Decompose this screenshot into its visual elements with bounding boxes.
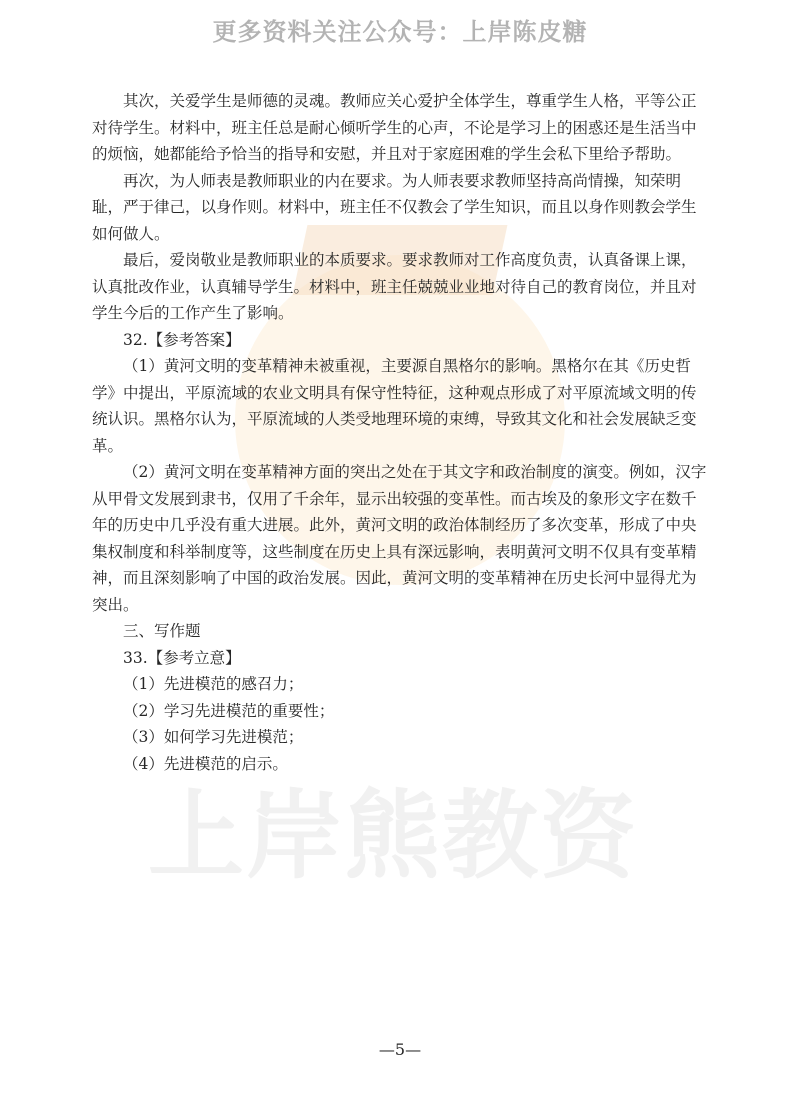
paragraph-role-model: 再次，为人师表是教师职业的内在要求。为人师表要求教师坚持高尚情操，知荣明耻，严于律己，以身作则。材料中，班主任不仅教会了学生知识，而且以身作则教会学生如何做人。 <box>92 171 697 243</box>
answer-32-part-1: （1）黄河文明的变革精神未被重视，主要源自黑格尔的影响。黑格尔在其《历史哲学》中提出，平原流域的农业文明具有保守性特征，这种观点形成了对平原流域文明的传统认识。黑格尔认为，平原流域的人类受地理环境的束缚，导致其文化和社会发展缺乏变革。 <box>92 357 697 455</box>
paragraph-dedication: 最后，爱岗敬业是教师职业的本质要求。要求教师对工作高度负责，认真备课上课，认真批改作业，认真辅导学生。材料中，班主任兢兢业业地对待自己的教育岗位，并且对学生今后的工作产生了影响。 <box>92 251 697 322</box>
list-item: （1）先进模范的感召力； <box>123 675 304 693</box>
answer-32-part-2: （2）黄河文明在变革精神方面的突出之处在于其文字和政治制度的演变。例如，汉字从甲骨文发展到隶书，仅用了千余年，显示出较强的变革性。而古埃及的象形文字在数千年的历史中几乎没有重大进展。此外，黄河文明的政治体制经历了多次变革，形成了中央集权制度和科举制度等，这些制度在历史上具有深远影响，表明黄河文明不仅具有变革精神，而且深刻影响了中国的政治发展。因此，黄河文明的变革精神在历史长河中显得尤为突出。 <box>92 463 707 614</box>
section-heading-writing: 三、写作题 <box>123 622 201 640</box>
list-item: （3）如何学习先进模范； <box>123 728 304 746</box>
list-item: （4）先进模范的启示。 <box>123 754 288 773</box>
header-banner: 更多资料关注公众号：上岸陈皮糖 <box>212 18 588 46</box>
page-number: —5— <box>378 1040 422 1059</box>
list-item: （2）学习先进模范的重要性； <box>123 701 335 720</box>
document-body <box>92 88 710 777</box>
question-32-heading: 32.【参考答案】 <box>123 330 241 349</box>
paragraph-caring-students: 其次，关爱学生是师德的灵魂。教师应关心爱护全体学生，尊重学生人格，平等公正对待学生。材料中，班主任总是耐心倾听学生的心声，不论是学习上的困惑还是生活当中的烦恼，她都能给予恰当的指导和安慰，并且对于家庭困难的学生会私下里给予帮助。 <box>92 92 697 163</box>
watermark-text: 上岸熊教资 <box>148 780 638 892</box>
question-33-heading: 33.【参考立意】 <box>123 648 241 667</box>
